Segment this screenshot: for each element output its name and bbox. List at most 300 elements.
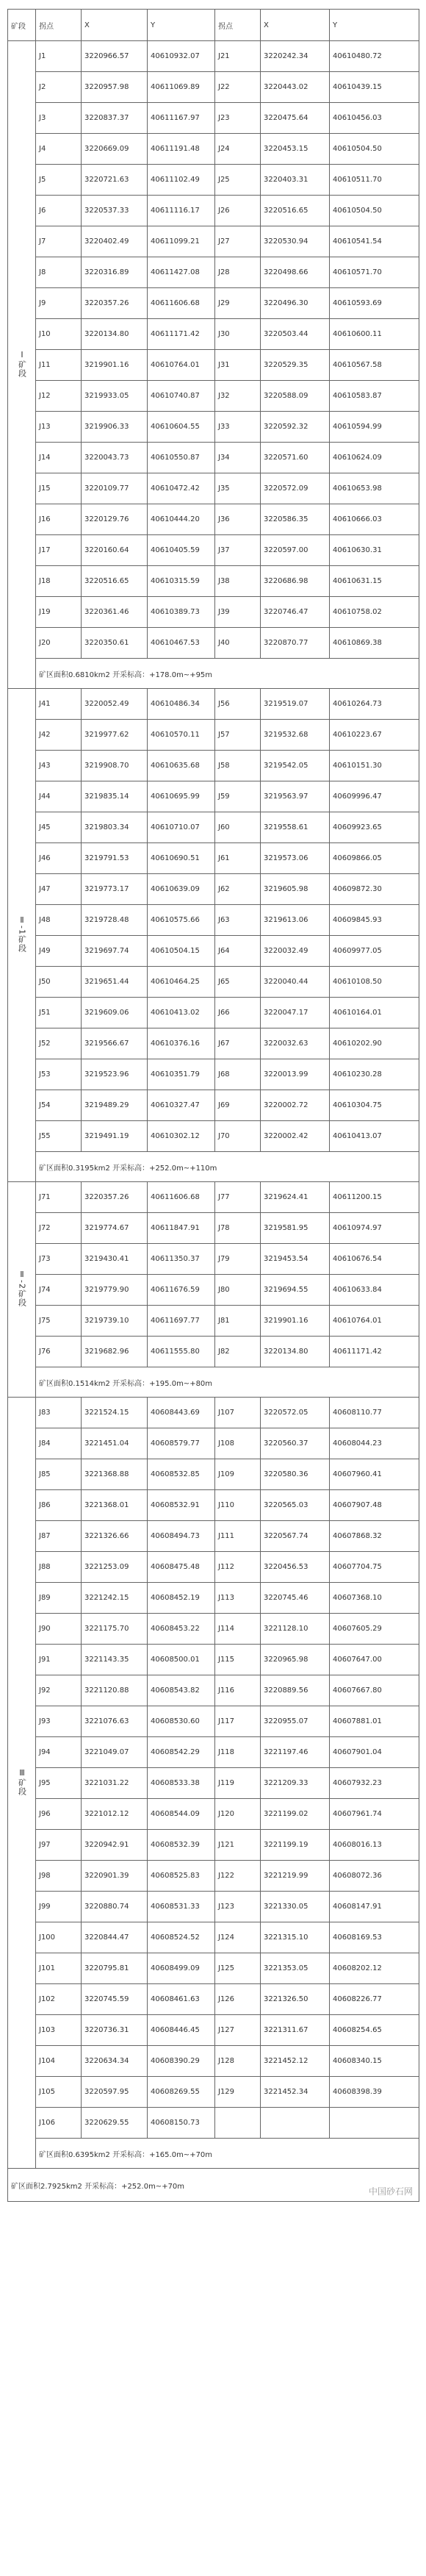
table-cell: 3219453.54: [261, 1244, 330, 1275]
table-row: [8, 1768, 419, 1799]
table-cell: 3220129.76: [82, 504, 148, 535]
table-cell: 40608398.39: [330, 2077, 419, 2108]
table-cell: 40610710.07: [148, 812, 215, 843]
table-cell: J36: [215, 504, 261, 535]
table-cell: 40610594.99: [330, 412, 419, 443]
table-cell: 3220837.37: [82, 103, 148, 134]
table-row: [8, 1830, 419, 1861]
table-cell: 3221197.46: [261, 1737, 330, 1768]
table-cell: 3221199.02: [261, 1799, 330, 1830]
table-cell: J60: [215, 812, 261, 843]
table-cell: J49: [36, 936, 82, 967]
table-cell: J58: [215, 751, 261, 781]
table-cell: 40610653.98: [330, 473, 419, 504]
table-cell: 3221209.33: [261, 1768, 330, 1799]
table-cell: 3220043.73: [82, 443, 148, 473]
watermark: 中国砂石网: [368, 2186, 413, 2197]
table-cell: 3221049.07: [82, 1737, 148, 1768]
table-cell: J107: [215, 1398, 261, 1428]
table-cell: J98: [36, 1861, 82, 1892]
table-cell: J108: [215, 1428, 261, 1459]
table-cell: J48: [36, 905, 82, 936]
table-cell: 3219779.90: [82, 1275, 148, 1306]
table-cell: 3221076.63: [82, 1706, 148, 1737]
table-cell: 40610504.15: [148, 936, 215, 967]
table-cell: J82: [215, 1337, 261, 1367]
table-cell: 3220316.89: [82, 257, 148, 288]
table-cell: 3221353.05: [261, 1953, 330, 1984]
table-cell: 40610639.09: [148, 874, 215, 905]
header-cell: Y: [330, 10, 419, 41]
section-footer: 矿区面积0.3195km2 开采标高：+252.0m~+110m: [36, 1152, 419, 1182]
table-cell: J79: [215, 1244, 261, 1275]
table-cell: J17: [36, 535, 82, 566]
table-cell: 40610932.07: [148, 41, 215, 72]
table-cell: 3221031.22: [82, 1768, 148, 1799]
table-row: [8, 2077, 419, 2108]
table-cell: J26: [215, 196, 261, 226]
table-cell: J43: [36, 751, 82, 781]
table-row: [8, 41, 419, 72]
table-cell: J59: [215, 781, 261, 812]
table-row: [8, 1059, 419, 1090]
table-cell: 3219977.62: [82, 720, 148, 751]
table-cell: 40611847.91: [148, 1213, 215, 1244]
table-cell: 40608169.53: [330, 1922, 419, 1953]
table-cell: 3220402.49: [82, 226, 148, 257]
table-cell: 40610758.02: [330, 597, 419, 628]
table-cell: 40611171.42: [148, 319, 215, 350]
table-cell: 3219581.95: [261, 1213, 330, 1244]
table-cell: J113: [215, 1583, 261, 1614]
table-cell: J118: [215, 1737, 261, 1768]
table-cell: 3219774.67: [82, 1213, 148, 1244]
table-cell: 3219739.10: [82, 1306, 148, 1337]
table-cell: 3221315.10: [261, 1922, 330, 1953]
table-row: [8, 288, 419, 319]
table-cell: 3219491.19: [82, 1121, 148, 1152]
header-cell: Y: [148, 10, 215, 41]
table-row: [8, 257, 419, 288]
table-cell: J44: [36, 781, 82, 812]
table-cell: J96: [36, 1799, 82, 1830]
table-cell: 3219523.96: [82, 1059, 148, 1090]
table-cell: 40610151.30: [330, 751, 419, 781]
table-cell: 40608443.69: [148, 1398, 215, 1428]
table-cell: 40611167.97: [148, 103, 215, 134]
table-cell: 40608544.09: [148, 1799, 215, 1830]
table-cell: 3220889.56: [261, 1675, 330, 1706]
table-row: [8, 1182, 419, 1213]
table-cell: 40610504.50: [330, 134, 419, 165]
table-cell: J52: [36, 1028, 82, 1059]
table-row: [8, 1398, 419, 1428]
table-row: [8, 504, 419, 535]
table-cell: 3220047.17: [261, 998, 330, 1028]
table-cell: 3219901.16: [82, 350, 148, 381]
table-cell: J10: [36, 319, 82, 350]
table-cell: 40608446.45: [148, 2015, 215, 2046]
table-cell: 3220746.47: [261, 597, 330, 628]
table-cell: 40610695.99: [148, 781, 215, 812]
section-footer-row: [8, 1367, 419, 1398]
table-cell: J20: [36, 628, 82, 659]
table-cell: 3221452.34: [261, 2077, 330, 2108]
table-cell: 3219651.44: [82, 967, 148, 998]
table-cell: 3220592.32: [261, 412, 330, 443]
table-row: [8, 1490, 419, 1521]
table-cell: 40610164.01: [330, 998, 419, 1028]
table-cell: J91: [36, 1645, 82, 1675]
table-cell: 40609996.47: [330, 781, 419, 812]
table-row: [8, 1028, 419, 1059]
table-cell: J106: [36, 2108, 82, 2139]
table-cell: 3220496.30: [261, 288, 330, 319]
table-cell: J87: [36, 1521, 82, 1552]
table-cell: [330, 2108, 419, 2139]
table-cell: 40609845.93: [330, 905, 419, 936]
table-cell: 40608525.83: [148, 1861, 215, 1892]
header-cell: X: [82, 10, 148, 41]
table-cell: J78: [215, 1213, 261, 1244]
table-cell: 3220242.34: [261, 41, 330, 72]
table-cell: J57: [215, 720, 261, 751]
table-cell: 3220456.53: [261, 1552, 330, 1583]
table-row: [8, 1614, 419, 1645]
table-cell: J7: [36, 226, 82, 257]
table-cell: J64: [215, 936, 261, 967]
table-cell: 40608016.13: [330, 1830, 419, 1861]
table-cell: 40607901.04: [330, 1737, 419, 1768]
table-cell: 40608579.77: [148, 1428, 215, 1459]
table-cell: J9: [36, 288, 82, 319]
table-row: [8, 566, 419, 597]
table-cell: 40610583.87: [330, 381, 419, 412]
table-row: [8, 1583, 419, 1614]
table-cell: 3220537.33: [82, 196, 148, 226]
table-cell: J121: [215, 1830, 261, 1861]
table-cell: 40608226.77: [330, 1984, 419, 2015]
table-row: [8, 1922, 419, 1953]
table-row: [8, 443, 419, 473]
table-cell: 3220844.47: [82, 1922, 148, 1953]
table-cell: J6: [36, 196, 82, 226]
table-cell: J115: [215, 1645, 261, 1675]
table-cell: 40610624.09: [330, 443, 419, 473]
table-cell: 3221326.50: [261, 1984, 330, 2015]
table-cell: 40609866.05: [330, 843, 419, 874]
table-cell: 40610740.87: [148, 381, 215, 412]
table-cell: 3221452.12: [261, 2046, 330, 2077]
table-cell: 40610486.34: [148, 689, 215, 720]
table-cell: J32: [215, 381, 261, 412]
table-cell: J122: [215, 1861, 261, 1892]
table-cell: [215, 2108, 261, 2139]
table-cell: J8: [36, 257, 82, 288]
table-cell: J72: [36, 1213, 82, 1244]
table-cell: J14: [36, 443, 82, 473]
table-cell: J31: [215, 350, 261, 381]
table-cell: 40608533.38: [148, 1768, 215, 1799]
table-cell: 3219563.97: [261, 781, 330, 812]
table-row: [8, 628, 419, 659]
table-cell: J41: [36, 689, 82, 720]
table-cell: J38: [215, 566, 261, 597]
table-cell: J111: [215, 1521, 261, 1552]
table-row: [8, 1306, 419, 1337]
header-cell: 拐点: [36, 10, 82, 41]
table-cell: 3220745.46: [261, 1583, 330, 1614]
table-row: [8, 473, 419, 504]
table-cell: 40608499.09: [148, 1953, 215, 1984]
table-cell: 40610264.73: [330, 689, 419, 720]
table-cell: J47: [36, 874, 82, 905]
table-cell: 40610575.66: [148, 905, 215, 936]
table-cell: 40611069.89: [148, 72, 215, 103]
table-cell: 3221175.70: [82, 1614, 148, 1645]
table-cell: J37: [215, 535, 261, 566]
table-cell: J5: [36, 165, 82, 196]
table-cell: 40610633.84: [330, 1275, 419, 1306]
table-cell: J112: [215, 1552, 261, 1583]
table-row: [8, 1275, 419, 1306]
table-cell: 3220357.26: [82, 1182, 148, 1213]
table-cell: 3219728.48: [82, 905, 148, 936]
table-row: [8, 72, 419, 103]
table-cell: J70: [215, 1121, 261, 1152]
table-cell: 40610676.54: [330, 1244, 419, 1275]
section-label: [8, 1398, 36, 2169]
table-cell: 40610604.55: [148, 412, 215, 443]
table-cell: J45: [36, 812, 82, 843]
table-cell: 3219697.74: [82, 936, 148, 967]
table-cell: 3219901.16: [261, 1306, 330, 1337]
table-cell: J69: [215, 1090, 261, 1121]
table-cell: 40608532.91: [148, 1490, 215, 1521]
header-cell: X: [261, 10, 330, 41]
table-cell: J77: [215, 1182, 261, 1213]
table-cell: 3219519.07: [261, 689, 330, 720]
table-cell: 40607647.00: [330, 1645, 419, 1675]
table-cell: 40607868.32: [330, 1521, 419, 1552]
table-cell: 40608202.12: [330, 1953, 419, 1984]
table-cell: 3221326.66: [82, 1521, 148, 1552]
table-cell: 3220942.91: [82, 1830, 148, 1861]
table-cell: 40608254.65: [330, 2015, 419, 2046]
table-cell: 3219682.96: [82, 1337, 148, 1367]
table-cell: J80: [215, 1275, 261, 1306]
table-cell: 3220957.98: [82, 72, 148, 103]
table-cell: 3220013.99: [261, 1059, 330, 1090]
table-cell: 40610444.20: [148, 504, 215, 535]
table-cell: 3220134.80: [82, 319, 148, 350]
table-cell: 40610511.70: [330, 165, 419, 196]
total-row: [8, 2169, 419, 2202]
table-row: [8, 535, 419, 566]
table-cell: 40608532.39: [148, 1830, 215, 1861]
table-cell: 40609923.65: [330, 812, 419, 843]
table-cell: J11: [36, 350, 82, 381]
table-cell: 3221242.15: [82, 1583, 148, 1614]
table-cell: J126: [215, 1984, 261, 2015]
table-row: [8, 1337, 419, 1367]
table-cell: J90: [36, 1614, 82, 1645]
table-cell: J29: [215, 288, 261, 319]
table-cell: J95: [36, 1768, 82, 1799]
table-cell: J129: [215, 2077, 261, 2108]
table-cell: 40610389.73: [148, 597, 215, 628]
table-cell: 3220032.49: [261, 936, 330, 967]
table-cell: 40610202.90: [330, 1028, 419, 1059]
table-row: [8, 1213, 419, 1244]
table-row: [8, 1552, 419, 1583]
table-row: [8, 905, 419, 936]
table-cell: J24: [215, 134, 261, 165]
table-row: [8, 1428, 419, 1459]
table-cell: 3220597.00: [261, 535, 330, 566]
table-cell: 3220109.77: [82, 473, 148, 504]
table-cell: J56: [215, 689, 261, 720]
table-cell: 3220498.66: [261, 257, 330, 288]
table-cell: 3220736.31: [82, 2015, 148, 2046]
table-cell: 3219532.68: [261, 720, 330, 751]
table-cell: J124: [215, 1922, 261, 1953]
table-cell: J50: [36, 967, 82, 998]
table-cell: 3221330.05: [261, 1892, 330, 1922]
table-row: [8, 165, 419, 196]
table-cell: 40610223.67: [330, 720, 419, 751]
table-row: [8, 781, 419, 812]
table-cell: J125: [215, 1953, 261, 1984]
table-cell: 40611606.68: [148, 288, 215, 319]
header-cell: 拐点: [215, 10, 261, 41]
table-cell: 3219489.29: [82, 1090, 148, 1121]
table-cell: 40610108.50: [330, 967, 419, 998]
table-cell: 40607881.01: [330, 1706, 419, 1737]
table-cell: J101: [36, 1953, 82, 1984]
table-cell: 3219835.14: [82, 781, 148, 812]
table-cell: 3220475.64: [261, 103, 330, 134]
table-row: [8, 720, 419, 751]
table-cell: 40608494.73: [148, 1521, 215, 1552]
table-cell: 40611116.17: [148, 196, 215, 226]
coordinate-table: [7, 9, 419, 2202]
table-cell: 3220361.46: [82, 597, 148, 628]
table-cell: 40608530.60: [148, 1706, 215, 1737]
section-footer-row: [8, 659, 419, 689]
section-footer-row: [8, 2139, 419, 2169]
table-cell: 3221012.12: [82, 1799, 148, 1830]
table-row: [8, 1984, 419, 2015]
table-cell: 3220634.34: [82, 2046, 148, 2077]
table-cell: 40610974.97: [330, 1213, 419, 1244]
table-cell: J74: [36, 1275, 82, 1306]
section-label: [8, 689, 36, 1182]
table-cell: 3220530.94: [261, 226, 330, 257]
table-cell: J18: [36, 566, 82, 597]
table-cell: 3219558.61: [261, 812, 330, 843]
table-cell: J86: [36, 1490, 82, 1521]
table-row: [8, 226, 419, 257]
table-cell: J76: [36, 1337, 82, 1367]
table-cell: J103: [36, 2015, 82, 2046]
table-cell: J93: [36, 1706, 82, 1737]
table-row: [8, 103, 419, 134]
table-cell: J13: [36, 412, 82, 443]
table-row: [8, 381, 419, 412]
table-row: [8, 1090, 419, 1121]
table-cell: J105: [36, 2077, 82, 2108]
table-cell: 3220350.61: [82, 628, 148, 659]
table-cell: J65: [215, 967, 261, 998]
table-cell: 3220965.98: [261, 1645, 330, 1675]
table-cell: J109: [215, 1459, 261, 1490]
table-cell: 40611350.37: [148, 1244, 215, 1275]
table-cell: J92: [36, 1675, 82, 1706]
table-cell: J21: [215, 41, 261, 72]
page: [7, 0, 419, 2202]
table-cell: 40611555.80: [148, 1337, 215, 1367]
table-cell: 3220560.37: [261, 1428, 330, 1459]
table-cell: 40610376.16: [148, 1028, 215, 1059]
table-cell: 3219573.06: [261, 843, 330, 874]
table-cell: 40610464.25: [148, 967, 215, 998]
table-cell: 3220588.09: [261, 381, 330, 412]
table-cell: J1: [36, 41, 82, 72]
table-cell: 40608452.19: [148, 1583, 215, 1614]
table-cell: 40611099.21: [148, 226, 215, 257]
table-cell: 40608531.33: [148, 1892, 215, 1922]
table-cell: 3220880.74: [82, 1892, 148, 1922]
section-label: [8, 41, 36, 689]
table-cell: 40611200.15: [330, 1182, 419, 1213]
table-cell: J117: [215, 1706, 261, 1737]
table-header: [8, 10, 419, 41]
table-cell: 3220516.65: [261, 196, 330, 226]
table-row: [8, 196, 419, 226]
table-row: [8, 843, 419, 874]
table-cell: 40607667.80: [330, 1675, 419, 1706]
table-cell: 3221451.04: [82, 1428, 148, 1459]
table-cell: J22: [215, 72, 261, 103]
table-cell: 3221311.67: [261, 2015, 330, 2046]
table-cell: 3221120.88: [82, 1675, 148, 1706]
table-cell: J97: [36, 1830, 82, 1861]
table-cell: J66: [215, 998, 261, 1028]
table-row: [8, 1645, 419, 1675]
table-cell: J67: [215, 1028, 261, 1059]
table-cell: 3221143.35: [82, 1645, 148, 1675]
table-cell: 40608150.73: [148, 2108, 215, 2139]
table-cell: 3221368.88: [82, 1459, 148, 1490]
table-cell: J12: [36, 381, 82, 412]
table-cell: J42: [36, 720, 82, 751]
table-cell: J104: [36, 2046, 82, 2077]
table-cell: J28: [215, 257, 261, 288]
table-cell: 40611171.42: [330, 1337, 419, 1367]
table-row: [8, 1244, 419, 1275]
section-footer: 矿区面积0.6395km2 开采标高：+165.0m~+70m: [36, 2139, 419, 2169]
table-cell: 40610304.75: [330, 1090, 419, 1121]
table-cell: J128: [215, 2046, 261, 2077]
total-summary: 矿区面积2.7925km2 开采标高：+252.0m~+70m: [8, 2169, 419, 2202]
table-cell: 3219908.70: [82, 751, 148, 781]
table-cell: 40610764.01: [330, 1306, 419, 1337]
table-cell: 3220571.60: [261, 443, 330, 473]
table-cell: J85: [36, 1459, 82, 1490]
table-cell: J123: [215, 1892, 261, 1922]
table-row: [8, 1675, 419, 1706]
